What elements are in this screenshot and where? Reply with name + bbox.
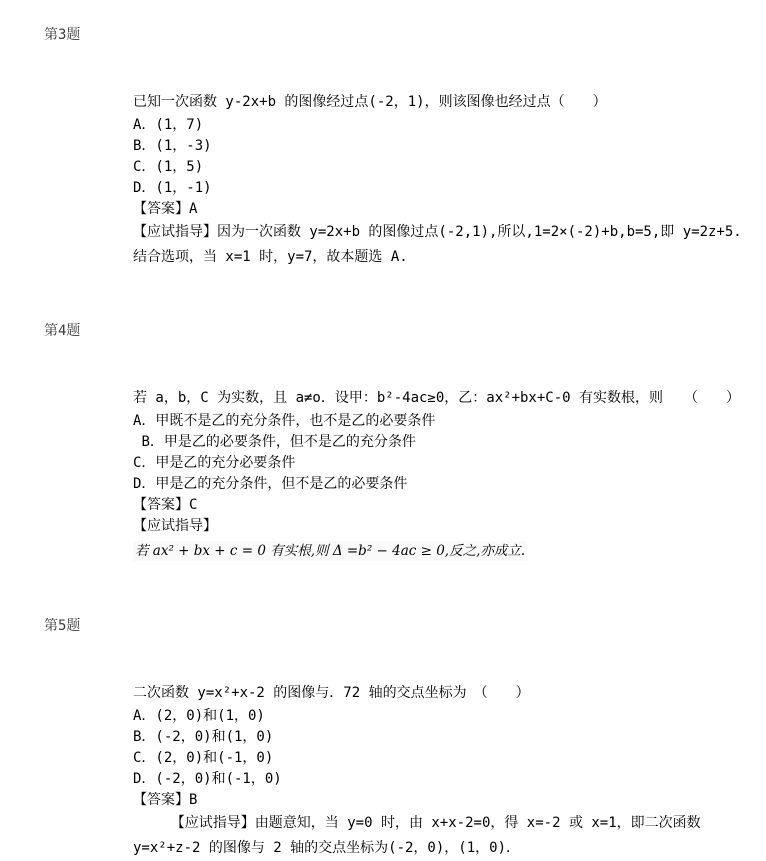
question-3-option-b: B．(1，-3) — [133, 138, 212, 154]
question-4-formula — [133, 541, 745, 561]
question-4-guidance-label: 【应试指导】 — [133, 518, 217, 534]
question-4-option-b: B．甲是乙的必要条件，但不是乙的充分条件 — [133, 434, 416, 450]
question-5-label: 第5题 — [44, 618, 81, 634]
question-4-formula-text: 若 ax² + bx + c = 0 有实根,则 Δ =b² − 4ac ≥ 0,反之,亦成立. — [135, 543, 526, 559]
question-3-guidance: 【应试指导】因为一次函数 y=2x+b 的图像过点(-2,1),所以,1=2×(-2)+b,b=5,即 y=2z+5.结合选项，当 x=1 时，y=7，故本题选 A. — [133, 224, 742, 265]
question-5-stem: 二次函数 y=x²+x-2 的图像与．72 轴的交点坐标为 （ ） — [133, 685, 530, 701]
question-4-answer: 【答案】C — [133, 497, 198, 513]
question-4-option-a: A．甲既不是乙的充分条件，也不是乙的必要条件 — [133, 413, 436, 429]
question-4-body — [133, 388, 745, 561]
question-3-option-c: C．(1，5) — [133, 159, 204, 175]
question-5-option-a: A．(2，0)和(1，0) — [133, 708, 265, 724]
question-5-body — [133, 683, 745, 861]
question-3-option-a: A．(1，7) — [133, 117, 204, 133]
question-3-body — [133, 92, 745, 270]
question-4-label: 第4题 — [44, 323, 81, 339]
question-3-section — [0, 0, 766, 270]
question-3-option-d: D．(1，-1) — [133, 180, 212, 196]
question-4-option-c: C．甲是乙的充分必要条件 — [133, 455, 296, 471]
question-4-section — [0, 270, 766, 561]
question-3-stem: 已知一次函数 y-2x+b 的图像经过点(-2，1)，则该图像也经过点（ ） — [133, 94, 607, 110]
question-4-option-d: D．甲是乙的充分条件，但不是乙的必要条件 — [133, 476, 408, 492]
question-4-stem: 若 a，b，C 为实数，且 a≠o．设甲：b²-4ac≥0，乙：ax²+bx+C-0 有实数根，则 （ ） — [133, 390, 741, 406]
question-5-option-c: C．(2，0)和(-1，0) — [133, 750, 274, 766]
question-5-guidance: 【应试指导】由题意知，当 y=0 时，由 x+x-2=0，得 x=-2 或 x=1，即二次函数 y=x²+z-2 的图像与 2 轴的交点坐标为(-2，0)，(1，0)． — [133, 815, 701, 856]
question-5-option-b: B．(-2，0)和(1，0) — [133, 729, 274, 745]
question-3-label: 第3题 — [44, 27, 81, 43]
question-5-answer: 【答案】B — [133, 792, 198, 808]
question-5-option-d: D．(-2，0)和(-1，0) — [133, 771, 282, 787]
question-5-section — [0, 561, 766, 861]
question-3-answer: 【答案】A — [133, 201, 198, 217]
